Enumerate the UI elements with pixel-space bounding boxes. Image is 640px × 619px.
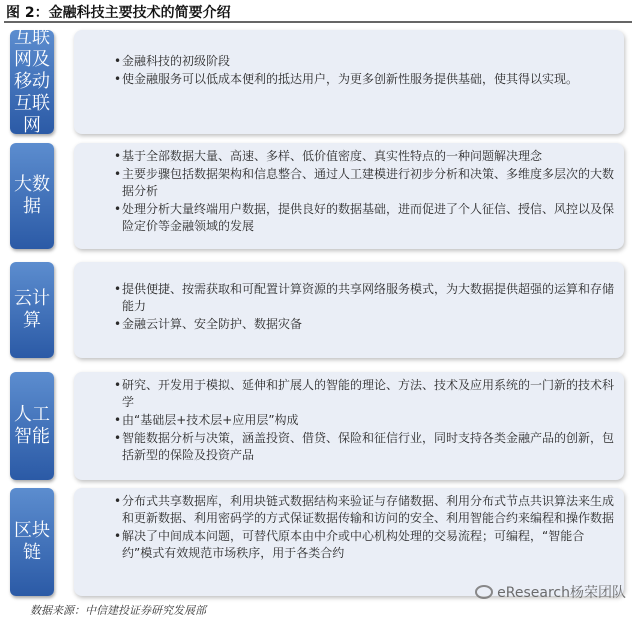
- bullet-item: • 研究、开发用于模拟、延伸和扩展人的智能的理论、方法、技术及应用系统的一门新的技术科学: [114, 377, 614, 411]
- watermark-text: eResearch杨荣团队: [497, 585, 626, 601]
- bullet-item: • 由“基础层+技术层+应用层”构成: [114, 412, 614, 429]
- row-label: 云计算: [10, 262, 54, 358]
- row-card: [74, 30, 624, 134]
- title-divider: [4, 21, 632, 23]
- source-note: 数据来源：中信建投证券研究发展部: [30, 604, 206, 617]
- bullet-item: • 基于全部数据大量、高速、多样、低价值密度、真实性特点的一种问题解决理念: [114, 148, 614, 165]
- bullet-item: • 主要步骤包括数据架构和信息整合、通过人工建模进行初步分析和决策、多维度多层次的大数据分析: [114, 166, 614, 200]
- bullet-item: • 金融云计算、安全防护、数据灾备: [114, 316, 614, 333]
- wechat-icon: [475, 585, 493, 599]
- row-card: [74, 143, 624, 249]
- row-internet: [6, 27, 632, 136]
- row-ai: [6, 372, 632, 480]
- bullet-item: • 处理分析大量终端用户数据，提供良好的数据基础，进而促进了个人征信、授信、风控以及保险定价等金融领域的发展: [114, 201, 614, 235]
- row-card: [74, 262, 624, 358]
- bullet-item: • 金融科技的初级阶段: [114, 53, 614, 70]
- figure-title: 图 2：金融科技主要技术的简要介绍: [6, 5, 231, 21]
- bullet-item: • 使金融服务可以低成本便利的抵达用户，为更多创新性服务提供基础，使其得以实现。: [114, 71, 614, 88]
- bullet-item: • 提供便捷、按需获取和可配置计算资源的共享网络服务模式，为大数据提供超强的运算和存储能力: [114, 281, 614, 315]
- row-label: 大数据: [10, 143, 54, 249]
- row-label: 互联网及移动互联网: [10, 30, 54, 134]
- bullet-item: • 智能数据分析与决策，涵盖投资、借贷、保险和征信行业，同时支持各类金融产品的创新，包括新型的保险及投资产品: [114, 430, 614, 464]
- row-label: 人工智能: [10, 372, 54, 480]
- row-blockchain: [6, 488, 632, 596]
- bullet-item: • 解决了中间成本问题，可替代原本由中介或中心机构处理的交易流程；可编程，“智能合约”模式有效规范市场秩序，用于各类合约: [114, 528, 614, 562]
- row-cloud: [6, 262, 632, 358]
- row-bigdata: [6, 143, 632, 249]
- row-label: 区块链: [10, 488, 54, 596]
- row-card: [74, 488, 624, 596]
- bullet-item: • 分布式共享数据库，利用块链式数据结构来验证与存储数据、利用分布式节点共识算法来生成和更新数据、利用密码学的方式保证数据传输和访问的安全、利用智能合约来编程和操作数据: [114, 493, 614, 527]
- watermark: [475, 582, 626, 602]
- row-card: [74, 372, 624, 480]
